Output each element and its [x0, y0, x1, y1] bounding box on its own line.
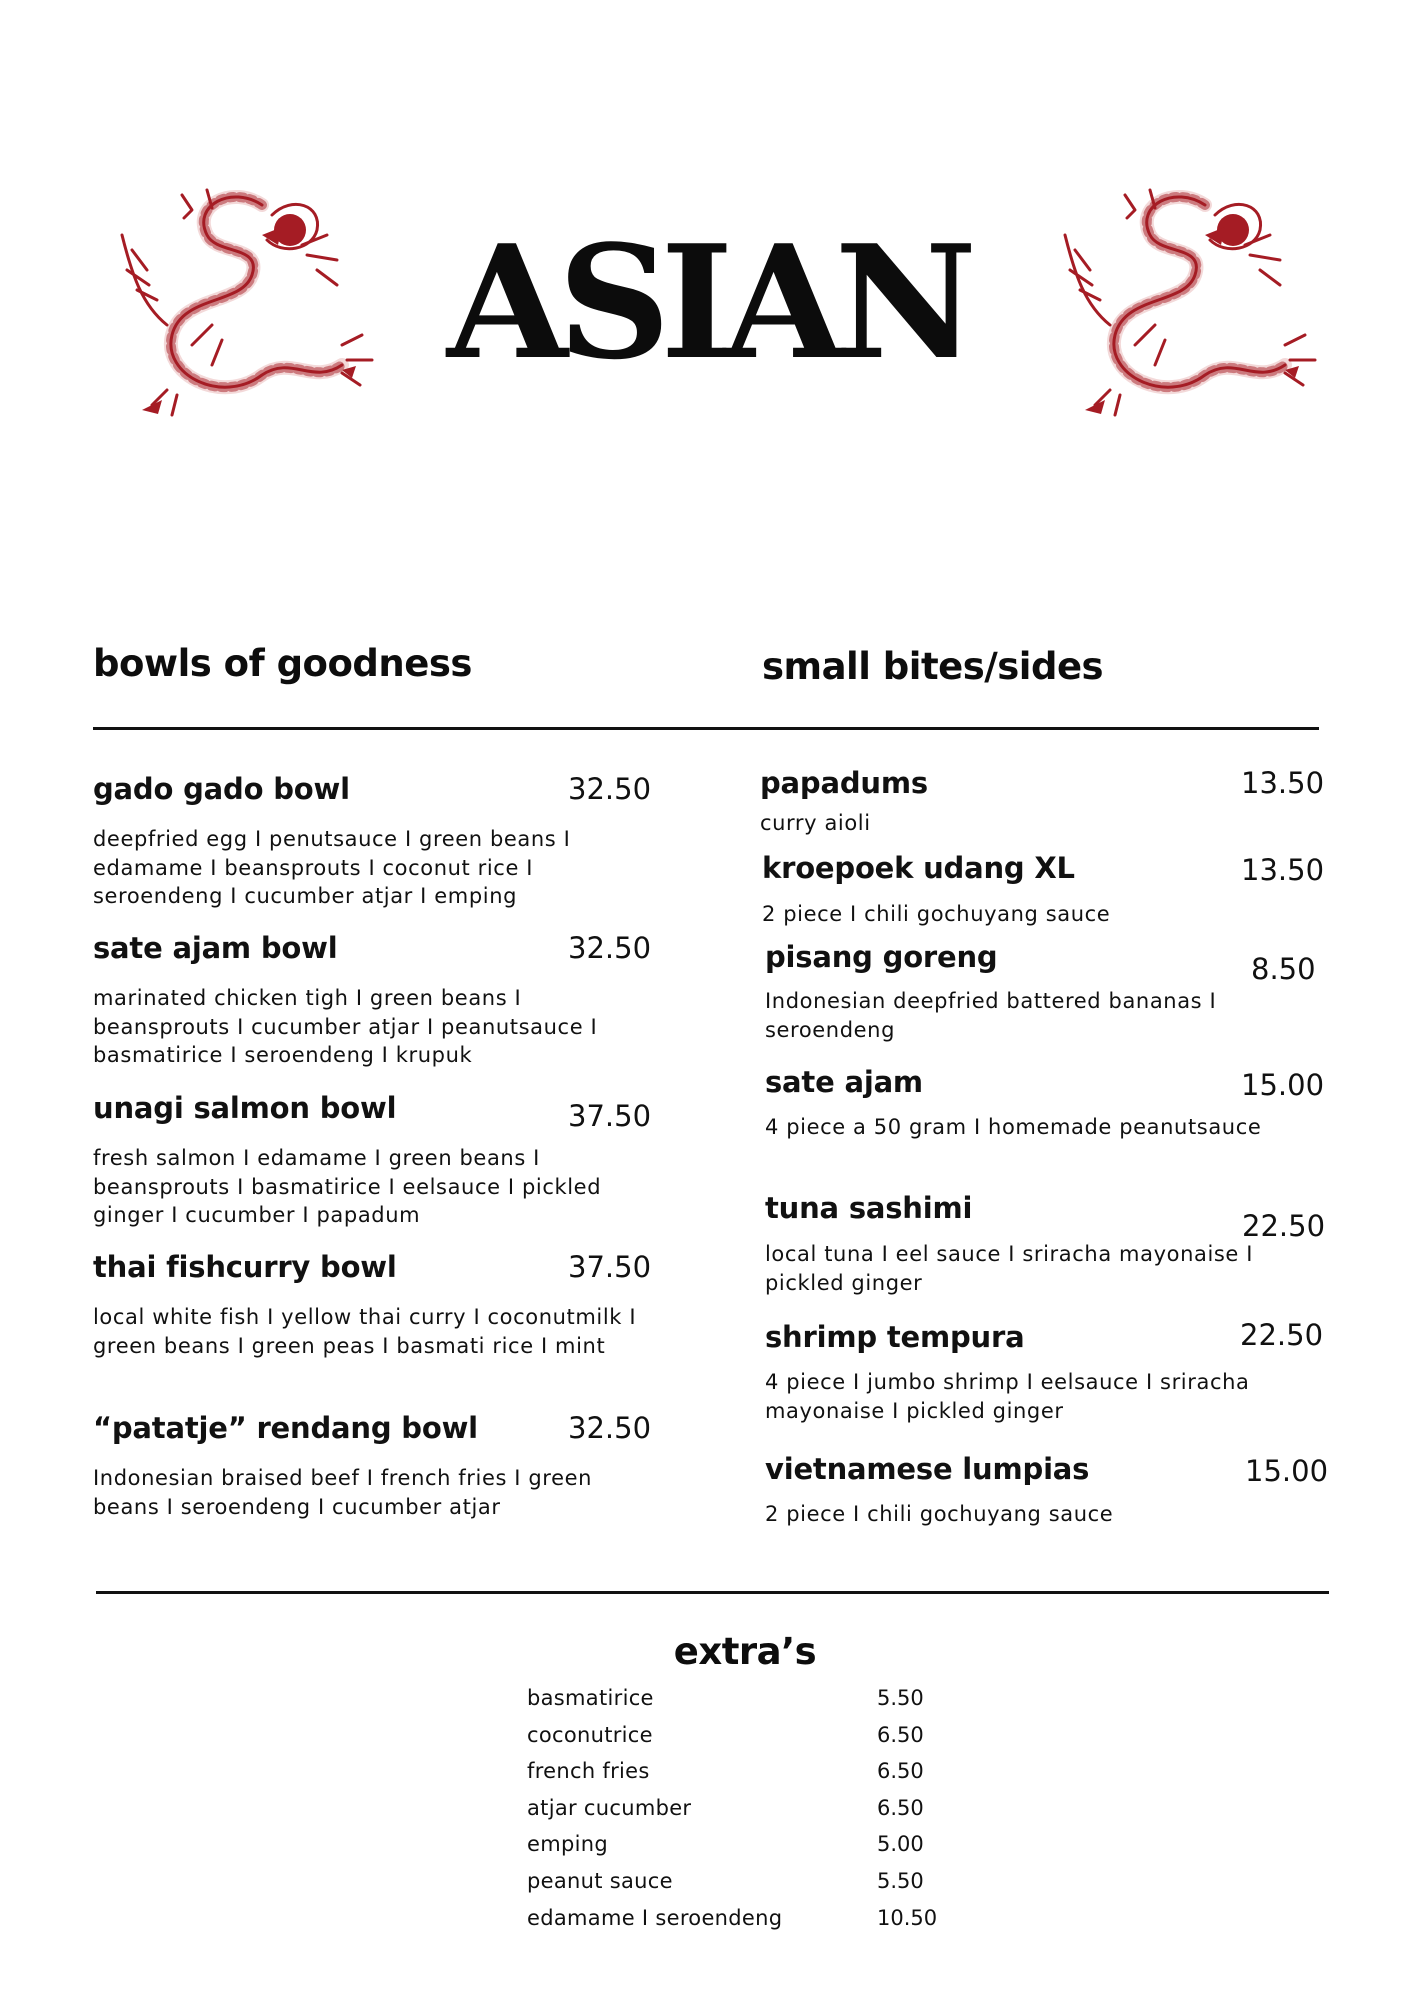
item-price: 8.50 — [1251, 952, 1316, 986]
extra-price: 10.50 — [877, 1905, 938, 1930]
extra-price: 5.50 — [877, 1686, 924, 1710]
menu-title: ASIAN — [446, 211, 968, 394]
item-price: 13.50 — [1241, 766, 1325, 800]
item-description: fresh salmon I edamame I green beans I beansprouts I basmatirice I eelsauce I pickled ginger I cucumber I papadum — [93, 1146, 602, 1228]
item-name: sate ajam bowl — [93, 931, 338, 965]
item-description: marinated chicken tigh I green beans I beansprouts I cucumber atjar I peanutsauce I basmatirice I seroendeng I krupuk — [93, 986, 598, 1068]
extras-item — [527, 1723, 927, 1760]
bowls-heading: bowls of goodness — [93, 642, 472, 685]
extra-name: atjar cucumber — [527, 1795, 692, 1820]
item-name: vietnamese lumpias — [765, 1452, 1090, 1486]
item-description: 4 piece a 50 gram I homemade peanutsauce — [765, 1115, 1262, 1139]
extra-name: coconutrice — [527, 1722, 653, 1747]
extras-item — [527, 1832, 927, 1869]
dragon-illustration-right — [1055, 175, 1325, 435]
item-description: 4 piece I jumbo shrimp I eelsauce I sriracha mayonaise I pickled ginger — [765, 1370, 1250, 1423]
extra-name: emping — [527, 1832, 608, 1857]
extra-name: basmatirice — [527, 1686, 654, 1710]
item-name: gado gado bowl — [93, 772, 350, 806]
item-description: deepfried egg I penutsauce I green beans I edamame I beansprouts I coconut rice I seroendeng I cucumber atjar I emping — [93, 827, 571, 909]
item-description: Indonesian deepfried battered bananas I seroendeng — [765, 989, 1217, 1042]
section-divider-top — [93, 727, 1319, 730]
item-name: thai fishcurry bowl — [93, 1250, 397, 1284]
extra-price: 5.00 — [877, 1832, 924, 1857]
extra-price: 6.50 — [877, 1722, 924, 1747]
item-price: 32.50 — [568, 772, 652, 806]
extra-price: 6.50 — [877, 1759, 924, 1784]
extra-name: peanut sauce — [527, 1868, 673, 1893]
bites-heading: small bites/sides — [762, 645, 1104, 688]
item-description: local white fish I yellow thai curry I coconutmilk I green beans I green peas I basmati rice I mint — [93, 1305, 637, 1358]
item-description: 2 piece I chili gochuyang sauce — [765, 1502, 1114, 1526]
item-price: 37.50 — [568, 1099, 652, 1133]
extra-price: 6.50 — [877, 1795, 924, 1820]
item-price: 22.50 — [1242, 1209, 1326, 1243]
extras-heading: extra’s — [673, 1630, 817, 1673]
extras-item — [527, 1796, 927, 1833]
item-price: 32.50 — [568, 1411, 652, 1445]
item-name: unagi salmon bowl — [93, 1091, 397, 1125]
item-price: 22.50 — [1240, 1318, 1324, 1352]
item-name: sate ajam — [765, 1065, 923, 1099]
extras-item — [527, 1686, 927, 1723]
item-name: papadums — [760, 766, 928, 800]
item-description: Indonesian braised beef I french fries I green beans I seroendeng I cucumber atjar — [93, 1466, 593, 1519]
extra-name: french fries — [527, 1759, 650, 1784]
item-price: 37.50 — [568, 1250, 652, 1284]
section-divider-bottom — [96, 1591, 1329, 1594]
item-name: “patatje” rendang bowl — [93, 1411, 478, 1445]
item-description: local tuna I eel sauce I sriracha mayonaise I pickled ginger — [765, 1242, 1254, 1295]
extras-item — [527, 1869, 927, 1906]
item-name: kroepoek udang XL — [762, 851, 1075, 885]
item-description: 2 piece I chili gochuyang sauce — [762, 902, 1111, 926]
extra-price: 5.50 — [877, 1868, 924, 1893]
item-name: pisang goreng — [765, 940, 998, 974]
item-price: 13.50 — [1241, 853, 1325, 887]
item-description: curry aioli — [760, 811, 871, 835]
item-price: 32.50 — [568, 931, 652, 965]
extra-name: edamame I seroendeng — [527, 1905, 783, 1930]
extras-item — [527, 1759, 927, 1796]
item-name: tuna sashimi — [765, 1191, 973, 1225]
extras-item — [527, 1905, 938, 1943]
item-price: 15.00 — [1241, 1068, 1325, 1102]
extras-list — [527, 1686, 938, 1942]
item-price: 15.00 — [1245, 1454, 1329, 1488]
item-name: shrimp tempura — [765, 1320, 1025, 1354]
